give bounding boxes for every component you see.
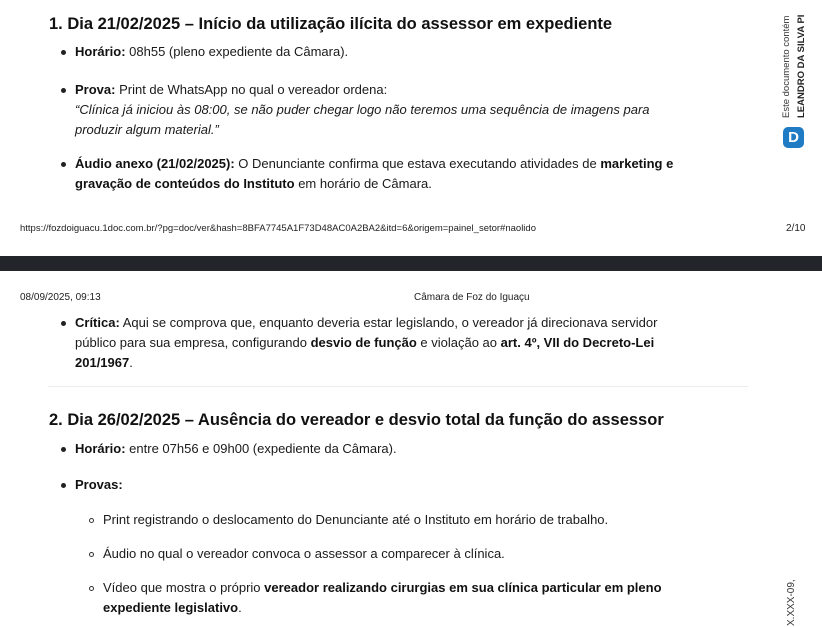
prova-1 (75, 80, 745, 140)
critica-bold-2: art. 4º, VII do Decreto-Lei (500, 335, 655, 350)
prova-text: Print de WhatsApp no qual o vereador ordena: (115, 82, 388, 97)
prova-item-1: Print registrando o deslocamento do Denunciante até o Instituto em horário de trabalho. (103, 512, 609, 527)
audio-bold-b: gravação de conteúdos do Instituto (75, 176, 295, 191)
footer-page-number: 2/10 (786, 223, 806, 234)
horario-text: 08h55 (pleno expediente da Câmara). (125, 44, 349, 59)
footer-url[interactable]: https://fozdoiguacu.1doc.com.br/?pg=doc/ver&hash=8BFA7745A1F73D48AC0A2BA2&itd=6&origem=painel_setor#naolido (20, 223, 536, 234)
critica-bold-3: 201/1967 (75, 355, 130, 370)
section-2-heading: 2. Dia 26/02/2025 – Ausência do vereador e desvio total da função do assessor (49, 411, 664, 429)
prova-item-3-text: Vídeo que mostra o próprio (103, 580, 265, 595)
prova-item-3-bold-2: expediente legislativo (103, 600, 239, 615)
critica-line-2a: público para sua empresa, configurando (75, 335, 311, 350)
side-notice-1: Este documento contém (781, 15, 792, 118)
critica-paragraph (75, 313, 755, 373)
doc-logo-icon: D (783, 127, 804, 148)
sub-bullet (89, 518, 94, 523)
prova-item-3 (103, 578, 743, 618)
horario-2 (75, 439, 397, 459)
bullet (61, 447, 66, 452)
print-header-title: Câmara de Foz do Iguaçu (414, 292, 530, 303)
bullet (61, 162, 66, 167)
quote-line-1: “Clínica já iniciou às 08:00, se não puder chegar logo não teremos uma sequência de imagens para (75, 102, 650, 117)
critica-line-1: Aqui se comprova que, enquanto deveria estar legislando, o vereador já direcionava servidor (119, 315, 658, 330)
bullet (61, 321, 66, 326)
sub-bullet (89, 552, 94, 557)
audio-text-b: em horário de Câmara. (294, 176, 432, 191)
audio-bold-a: marketing e (600, 156, 674, 171)
page-separator (0, 256, 822, 271)
audio-text-a: O Denunciante confirma que estava executando atividades de (234, 156, 601, 171)
prova-item-3-end: . (238, 600, 242, 615)
sub-bullet (89, 586, 94, 591)
critica-line-2b: e violação ao (416, 335, 501, 350)
bullet (61, 483, 66, 488)
prova-item-3-bold-1: vereador realizando cirurgias em sua clínica particular em pleno (264, 580, 662, 595)
critica-end: . (129, 355, 133, 370)
section-1-heading: 1. Dia 21/02/2025 – Início da utilização ilícita do assessor em expediente (49, 15, 613, 33)
bullet (61, 50, 66, 55)
horario-label: Horário: (75, 441, 126, 456)
side-notice-2: LEANDRO DA SILVA PI (796, 14, 807, 118)
audio-label: Áudio anexo (21/02/2025): (75, 156, 235, 171)
divider (48, 386, 748, 387)
prova-label: Prova: (75, 82, 116, 97)
prova-item-2: Áudio no qual o vereador convoca o assessor a comparecer à clínica. (103, 546, 505, 561)
quote-line-2: produzir algum material.” (75, 122, 219, 137)
provas-label: Provas: (75, 477, 123, 492)
print-header-date: 08/09/2025, 09:13 (20, 292, 101, 303)
critica-label: Crítica: (75, 315, 120, 330)
critica-bold-1: desvio de função (310, 335, 417, 350)
side-code: X.XXX-09, (786, 579, 797, 626)
audio-1 (75, 154, 755, 194)
horario-1 (75, 42, 348, 62)
horario-label: Horário: (75, 44, 126, 59)
bullet (61, 88, 66, 93)
horario-text: entre 07h56 e 09h00 (expediente da Câmara). (125, 441, 397, 456)
